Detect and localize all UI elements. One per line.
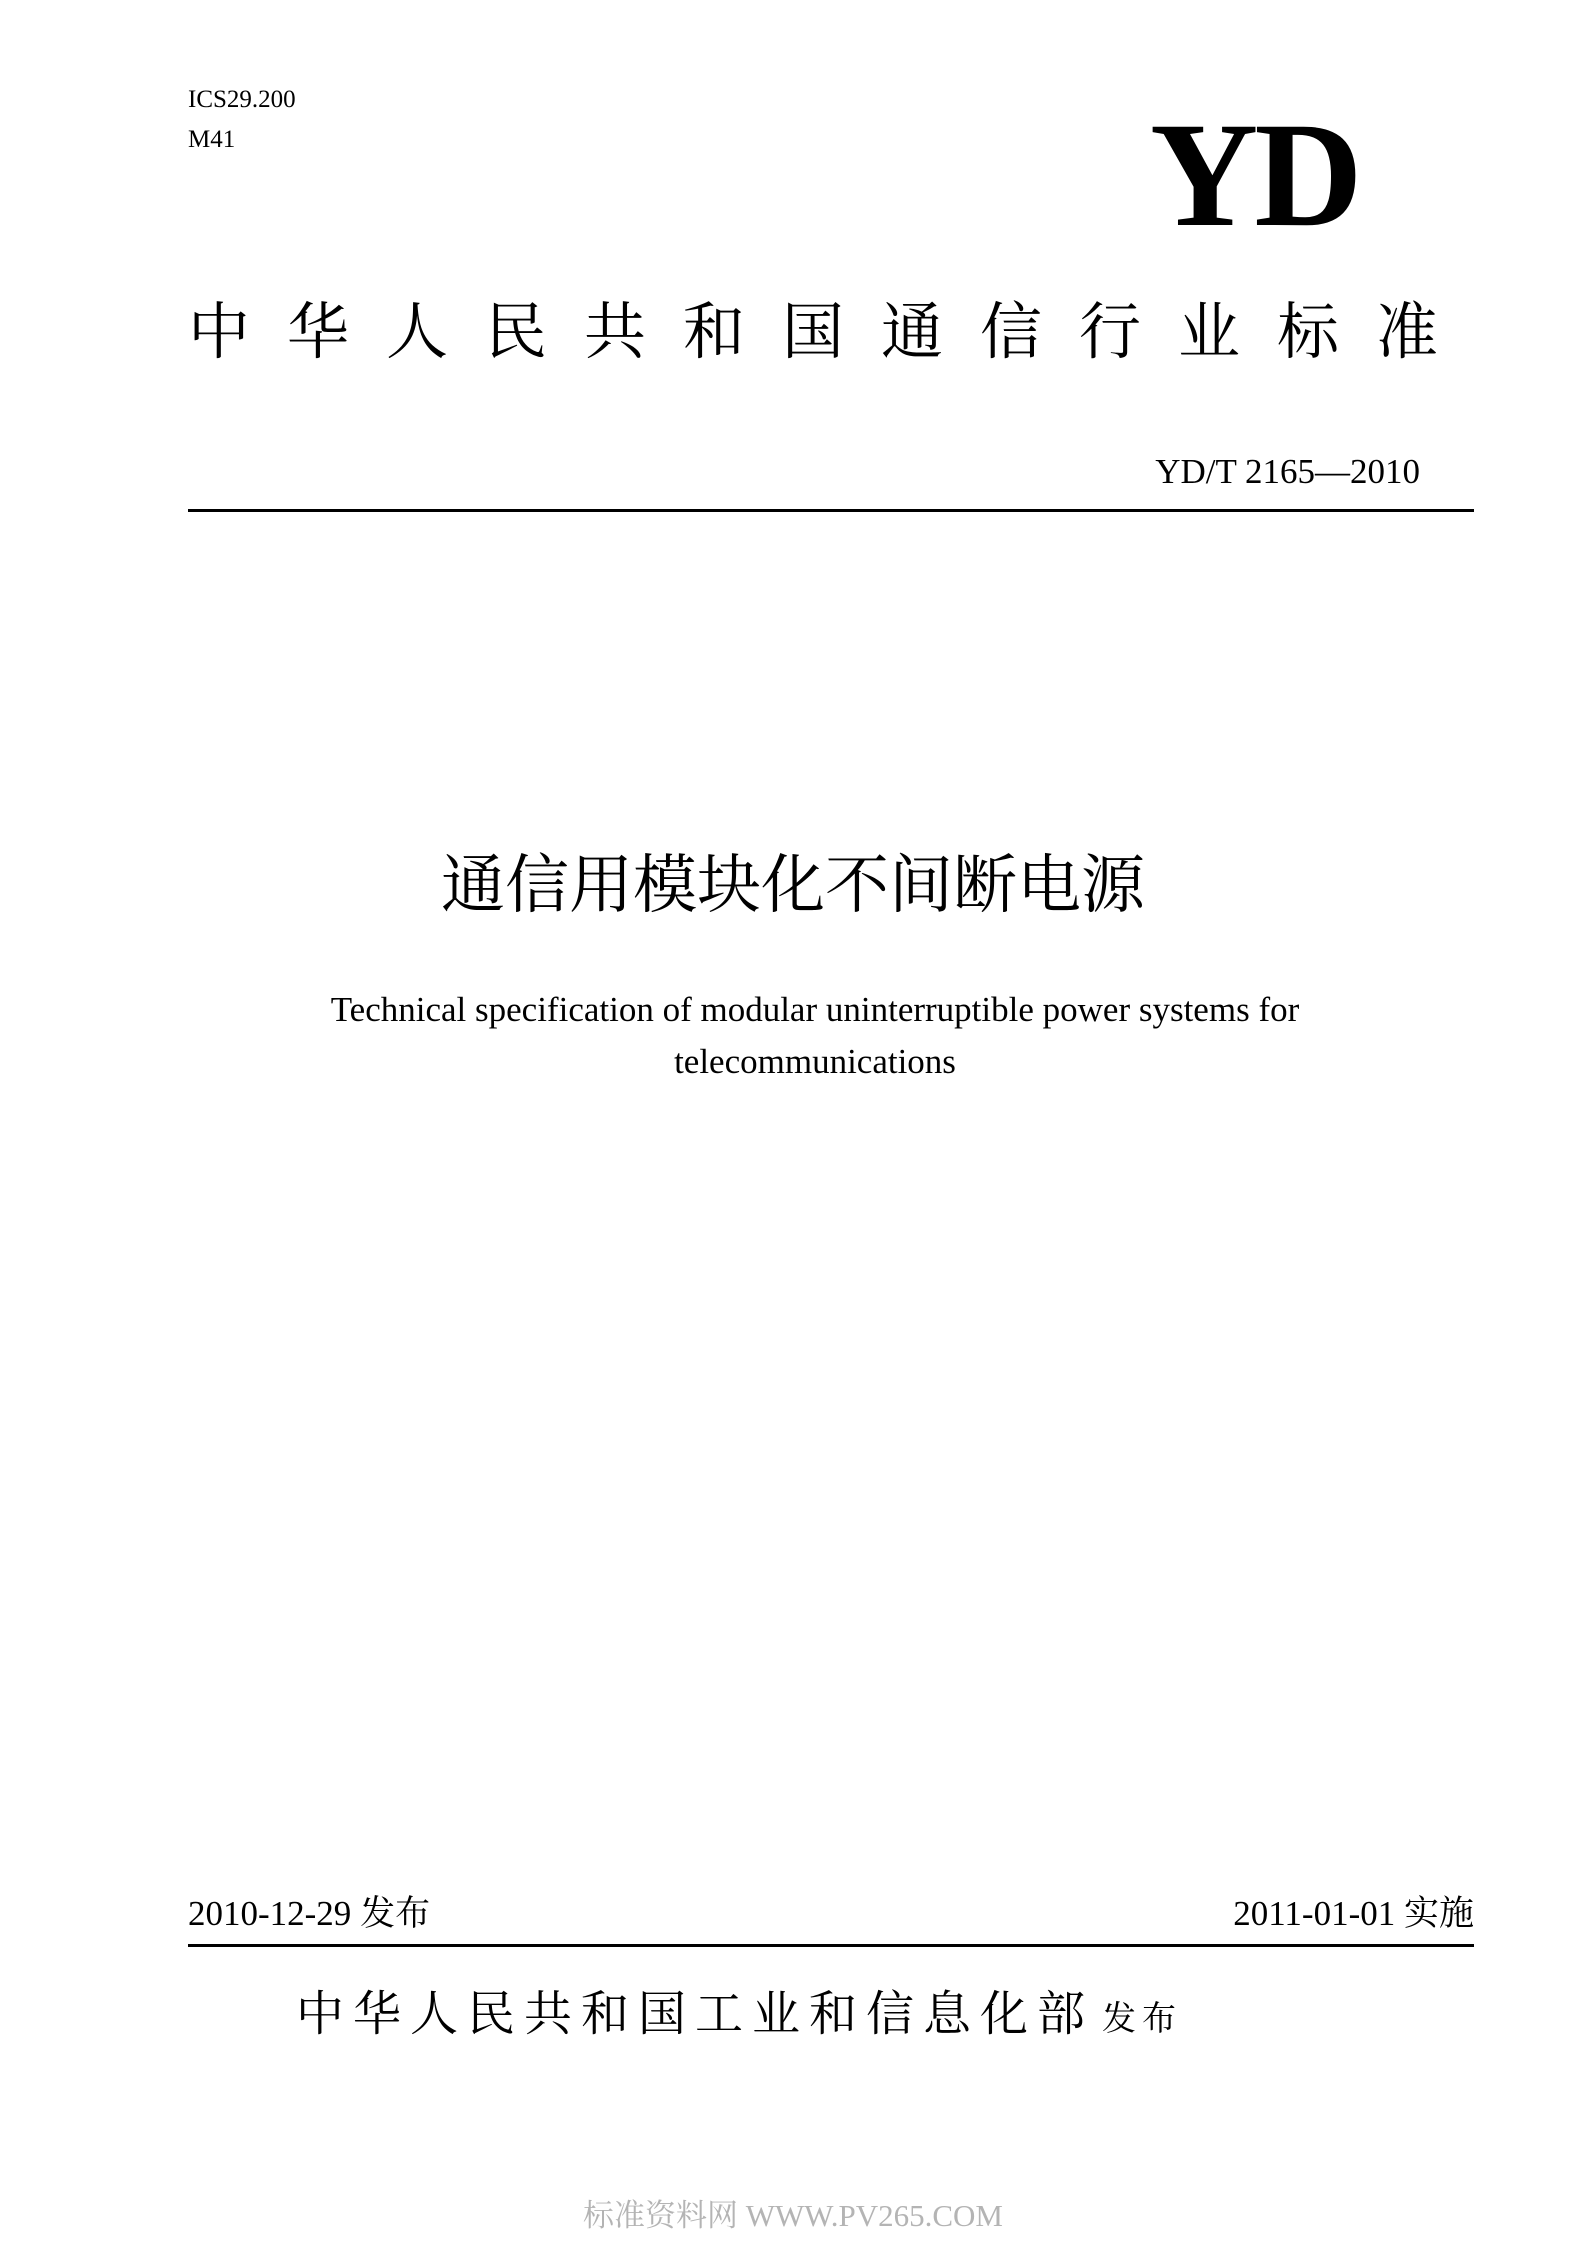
issuer-line xyxy=(296,1982,1182,2051)
implementation-date: 2011-01-01 xyxy=(1233,1894,1396,1933)
ccs-code: M41 xyxy=(188,126,236,153)
standard-number: YD/T 2165—2010 xyxy=(1155,452,1420,491)
issue-date: 2010-12-29 xyxy=(188,1894,352,1933)
implementation-date-line xyxy=(1233,1892,1474,1936)
classification-codes xyxy=(188,80,296,160)
issuer-name: 中华人民共和国工业和信息化部 xyxy=(296,1986,1095,2042)
bottom-divider xyxy=(188,1944,1474,1947)
issuer-suffix: 发布 xyxy=(1102,1999,1183,2039)
ics-code: ICS29.200 xyxy=(188,86,296,113)
document-title-chinese: 通信用模块化不间断电源 xyxy=(441,849,1145,923)
top-divider xyxy=(188,509,1474,512)
issue-label: 发布 xyxy=(360,1894,431,1934)
yd-logo: YD xyxy=(1150,92,1359,258)
implementation-label: 实施 xyxy=(1403,1894,1474,1934)
issue-date-line xyxy=(188,1892,430,1936)
watermark-text: 标准资料网 WWW.PV265.COM xyxy=(583,2198,1003,2233)
document-title-english: Technical specification of modular uninterruptible power systems for telecommunications xyxy=(330,990,1300,1081)
standard-type-title: 中华人民共和国通信行业标准 xyxy=(188,295,1476,368)
